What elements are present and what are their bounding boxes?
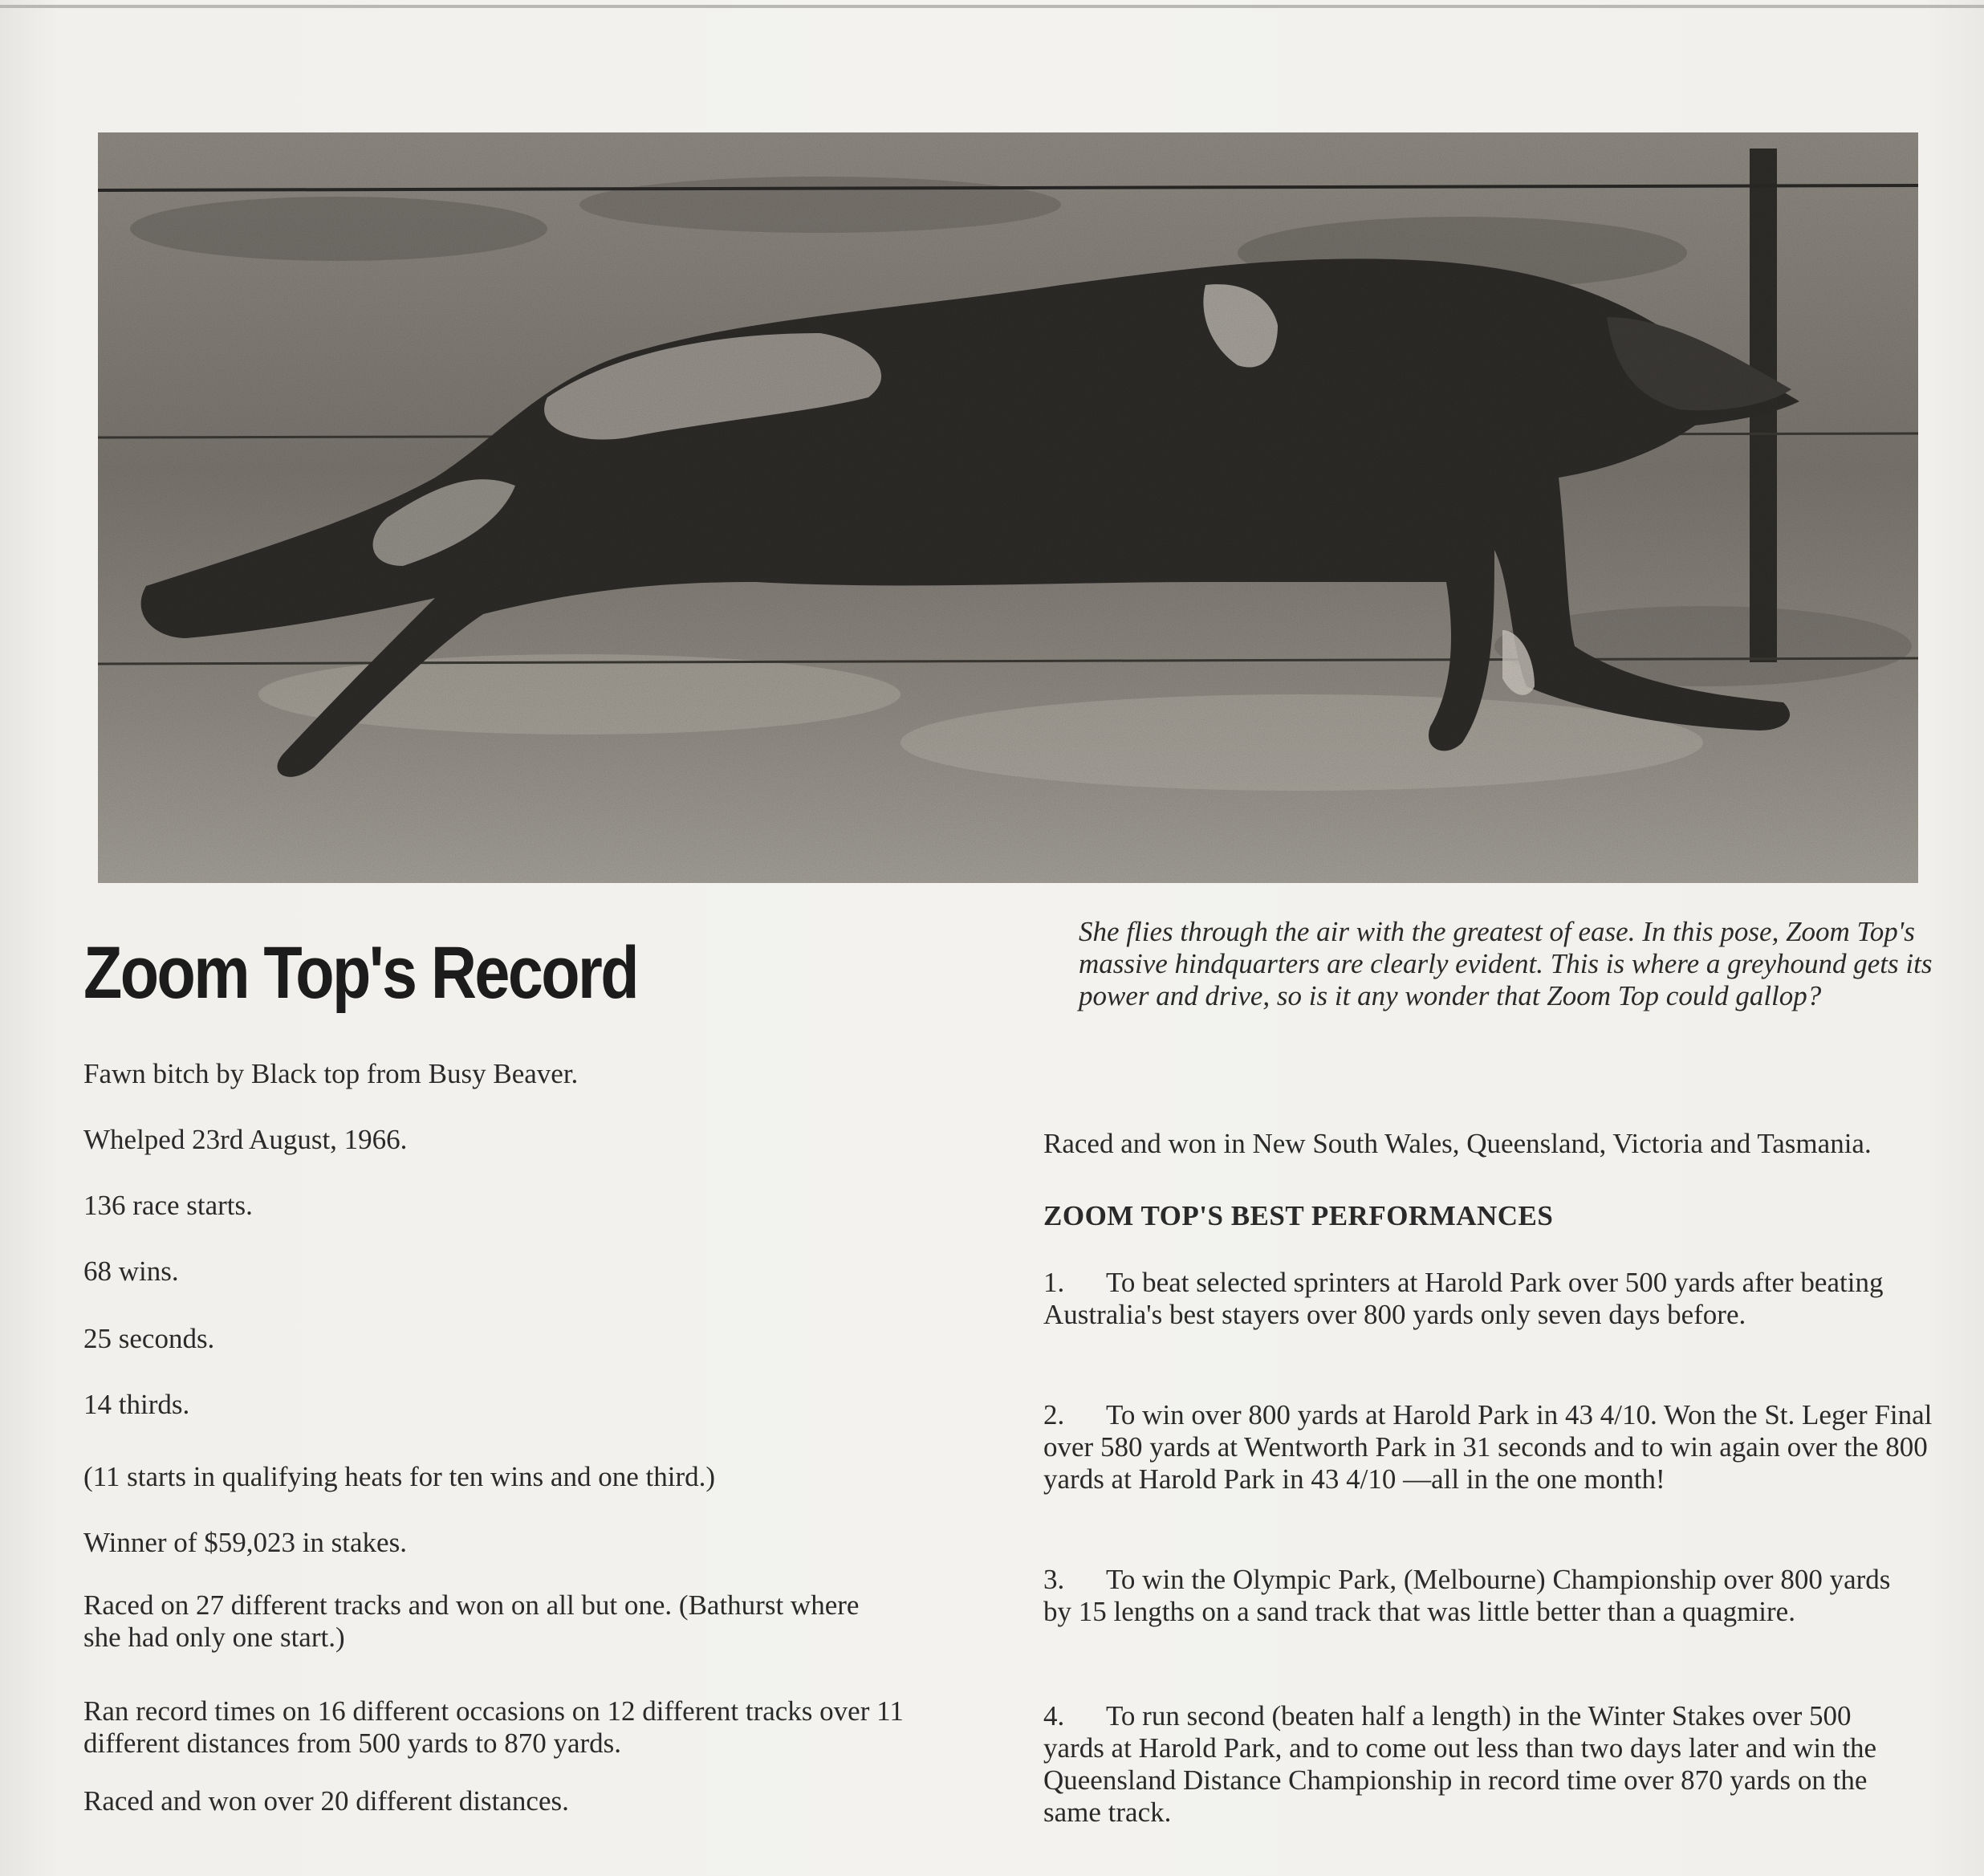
performance-number: 1.	[1043, 1267, 1065, 1298]
record-line: Raced and won over 20 different distances.	[83, 1785, 569, 1817]
performance-item	[1043, 1267, 1942, 1331]
record-line: Whelped 23rd August, 1966.	[83, 1124, 408, 1155]
performance-text: To win the Olympic Park, (Melbourne) Championship over 800 yards by 15 lengths on a sand track that was little better than a quagmire.	[1043, 1564, 1891, 1627]
performance-item	[1043, 1399, 1958, 1496]
performance-item	[1043, 1700, 1910, 1829]
record-line: Fawn bitch by Black top from Busy Beaver.	[83, 1058, 579, 1089]
performance-number: 2.	[1043, 1399, 1065, 1430]
record-line: Raced on 27 different tracks and won on all but one. (Bathurst where she had only one start.)	[83, 1589, 860, 1653]
record-line: 68 wins.	[83, 1255, 179, 1287]
article-heading: Zoom Top's Record	[83, 932, 637, 1014]
greyhound-photo	[98, 132, 1918, 883]
record-line: Winner of $59,023 in stakes.	[83, 1527, 407, 1558]
performance-text: To beat selected sprinters at Harold Park over 500 yards after beating Australia's best stayers over 800 yards only seven days before.	[1043, 1267, 1884, 1330]
record-line: 25 seconds.	[83, 1323, 215, 1354]
record-line: 136 race starts.	[83, 1190, 253, 1221]
performances-heading: ZOOM TOP'S BEST PERFORMANCES	[1043, 1200, 1554, 1231]
performance-text: To run second (beaten half a length) in the Winter Stakes over 500 yards at Harold Park, and to come out less than two days later and win the Queensland Distance Championship in record time over 870 yards on the same track.	[1043, 1700, 1877, 1828]
photo-caption: She flies through the air with the greatest of ease. In this pose, Zoom Top's massive hindquarters are clearly evident. This is where a greyhound gets its power and drive, so is it any wonder that Zoom Top could gallop?	[1079, 916, 1933, 1011]
record-line: (11 starts in qualifying heats for ten wins and one third.)	[83, 1461, 716, 1492]
page-top-edge	[0, 5, 1984, 8]
performance-number: 4.	[1043, 1700, 1065, 1732]
states-text: Raced and won in New South Wales, Queensland, Victoria and Tasmania.	[1043, 1128, 1872, 1159]
record-line: 14 thirds.	[83, 1389, 190, 1420]
record-line: Ran record times on 16 different occasions on 12 different tracks over 11 different distances from 500 yards to 870 yards.	[83, 1695, 904, 1759]
performance-number: 3.	[1043, 1564, 1065, 1595]
performance-text: To win over 800 yards at Harold Park in 43 4/10. Won the St. Leger Final over 580 yards at Wentworth Park in 31 seconds and to win again over the 800 yards at Harold Park in 43 4/10 —all in the one month!	[1043, 1399, 1933, 1495]
performance-item	[1043, 1564, 1910, 1628]
